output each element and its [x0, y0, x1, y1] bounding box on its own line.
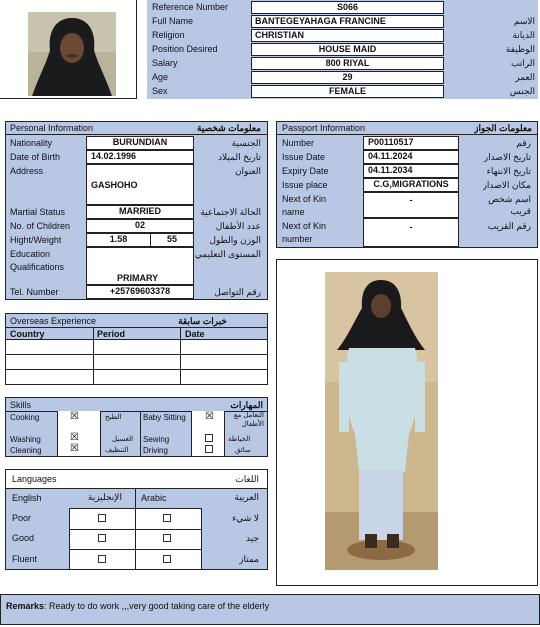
education-label: Education: [10, 249, 51, 259]
kin-name-value: -: [363, 192, 459, 218]
kin-name-label-2: name: [282, 207, 305, 217]
personal-info-title: Personal Information: [10, 123, 94, 133]
tel-value: +25769603378: [86, 285, 194, 299]
skill-cleaning-ar: التنظيف: [105, 447, 129, 454]
col-country: Country: [10, 329, 45, 339]
kin-number-label-2: number: [282, 234, 313, 244]
skill-babysitting-label: Baby Sitting: [143, 413, 186, 422]
skill-babysitting-checkbox[interactable]: ☒: [205, 411, 214, 422]
height-weight-label: Hight/Weight: [10, 235, 62, 245]
religion-value: CHRISTIAN: [251, 29, 444, 42]
age-value: 29: [251, 71, 444, 84]
position-label: Position Desired: [152, 44, 218, 54]
passport-number-label: Number: [282, 138, 315, 148]
kin-name-label: Next of Kin: [282, 194, 327, 204]
remarks-text: : Ready to do work ,,,very good taking care of the elderly: [44, 601, 270, 611]
english-fluent-checkbox[interactable]: [98, 555, 106, 563]
position-ar: الوظيفة: [505, 44, 535, 54]
header-row-position: [147, 43, 538, 57]
personal-info-title-ar: معلومات شخصية: [196, 123, 261, 133]
kin-number-value: -: [363, 218, 459, 247]
salary-ar: الراتب: [510, 58, 535, 68]
marital-label: Martial Status: [10, 207, 66, 217]
education-ar: المستوى التعليمي: [194, 249, 261, 259]
position-value: HOUSE MAID: [251, 43, 444, 56]
issue-date-ar: تاريخ الاصدار: [483, 152, 531, 162]
full-photo-frame: [276, 259, 538, 586]
skills-title-ar: المهارات: [230, 400, 263, 410]
profile-photo-frame: [0, 0, 137, 99]
passport-number-value: P00110517: [363, 136, 459, 150]
arabic-fluent-checkbox[interactable]: [163, 555, 171, 563]
remarks-label: Remarks: [6, 601, 45, 611]
sex-label: Sex: [152, 86, 168, 96]
languages-section: [5, 469, 268, 570]
kin-name-ar-2: قريب: [510, 206, 531, 216]
salary-label: Salary: [152, 58, 178, 68]
lang-row-poor-ar: لا شيء: [232, 513, 259, 523]
skill-cooking-ar: الطبخ: [105, 414, 122, 421]
height-value: 1.58: [86, 233, 151, 247]
skills-section: [5, 397, 268, 457]
languages-title-ar: اللغات: [235, 474, 259, 484]
lang-arabic-ar: العربية: [234, 492, 259, 502]
sex-ar: الجنس: [509, 86, 535, 96]
skill-cooking-checkbox[interactable]: ☒: [70, 411, 79, 422]
full-name-label: Full Name: [152, 16, 194, 26]
address-label: Address: [10, 166, 44, 176]
skill-driving-ar: سائق: [235, 447, 251, 454]
tel-ar: رقم التواصل: [214, 287, 261, 297]
nationality-label: Nationality: [10, 138, 53, 148]
reference-label: Reference Number: [152, 2, 229, 12]
expiry-date-label: Expiry Date: [282, 166, 329, 176]
arabic-poor-checkbox[interactable]: [163, 514, 171, 522]
lang-arabic-label: Arabic: [141, 493, 167, 503]
marital-value: MARRIED: [86, 205, 194, 219]
address-ar: العنوان: [234, 166, 261, 176]
expiry-date-ar: تاريخ الانتهاء: [486, 166, 531, 176]
lang-row-good-ar: جيد: [245, 533, 259, 543]
tel-label: Tel. Number: [10, 287, 59, 297]
header-row-reference: [147, 1, 538, 14]
reference-value: S066: [251, 1, 444, 14]
overseas-title-ar: خبرات سابقة: [178, 316, 227, 326]
religion-label: Religion: [152, 30, 185, 40]
skill-driving-label: Driving: [143, 446, 168, 455]
expiry-date-value: 04.11.2034: [363, 164, 459, 178]
overseas-title: Overseas Experience: [10, 316, 97, 326]
arabic-good-checkbox[interactable]: [163, 534, 171, 542]
col-period: Period: [97, 329, 126, 339]
education-text: PRIMARY: [117, 273, 159, 283]
issue-date-value: 04.11.2024: [363, 150, 459, 164]
skill-cooking-label: Cooking: [10, 413, 40, 422]
salary-value: 800 RIYAL: [251, 57, 444, 70]
children-label: No. of Children: [10, 221, 71, 231]
english-poor-checkbox[interactable]: [98, 514, 106, 522]
profile-photo: [28, 12, 116, 96]
remarks-text-wrap: [6, 601, 269, 612]
passport-info-title: Passport Information: [282, 123, 366, 133]
lang-row-poor-label: Poor: [12, 513, 32, 523]
header-row-name: [147, 15, 538, 29]
issue-place-value: C.G,MIGRATIONS: [363, 178, 459, 192]
header-row-salary: [147, 57, 538, 71]
overseas-experience-section: [5, 313, 268, 385]
marital-ar: الحالة الاجتماعية: [200, 207, 261, 217]
issue-date-label: Issue Date: [282, 152, 326, 162]
passport-number-ar: رقم: [516, 138, 531, 148]
full-name-ar: الاسم: [513, 16, 535, 26]
skill-cleaning-checkbox[interactable]: ☒: [70, 443, 79, 454]
lang-row-fluent-ar: ممتاز: [239, 554, 259, 564]
skill-washing-ar: الغسيل: [112, 436, 134, 443]
skill-washing-label: Washing: [10, 435, 41, 444]
address-text: GASHOHO: [91, 180, 138, 190]
qualifications-label: Qualifications: [10, 262, 65, 272]
lang-english-ar: الإنجليزية: [88, 492, 122, 502]
english-good-checkbox[interactable]: [98, 534, 106, 542]
height-weight-ar: الوزن والطول: [209, 235, 261, 245]
skill-sewing-checkbox[interactable]: [205, 434, 213, 442]
children-ar: عدد الأطفال: [215, 221, 261, 231]
age-ar: العمر: [515, 72, 535, 82]
dob-ar: تاريخ الميلاد: [218, 152, 261, 162]
passport-info-title-ar: معلومات الجواز: [474, 123, 532, 133]
lang-row-good-label: Good: [12, 533, 35, 543]
skill-sewing-label: Sewing: [143, 435, 170, 444]
skills-title: Skills: [10, 400, 32, 410]
weight-value: 55: [150, 233, 194, 247]
personal-info-section: [5, 121, 268, 300]
age-label: Age: [152, 72, 169, 82]
header-row-age: [147, 71, 538, 85]
table-row: [6, 369, 267, 370]
dob-value: 14.02.1996: [86, 150, 194, 164]
sex-value: FEMALE: [251, 85, 444, 98]
remarks-section: [0, 594, 540, 625]
lang-english-label: English: [12, 493, 42, 503]
nationality-value: BURUNDIAN: [86, 136, 194, 150]
skill-driving-checkbox[interactable]: [205, 445, 213, 453]
kin-number-ar: رقم القريب: [487, 221, 531, 231]
col-date: Date: [185, 329, 205, 339]
skill-cleaning-label: Cleaning: [10, 446, 42, 455]
children-value: 02: [86, 219, 194, 233]
dob-label: Date of Birth: [10, 152, 61, 162]
kin-name-ar: اسم شخص: [488, 194, 531, 204]
issue-place-label: Issue place: [282, 180, 328, 190]
kin-number-label: Next of Kin: [282, 221, 327, 231]
header-row-sex: [147, 85, 538, 99]
skill-washing-checkbox[interactable]: ☒: [70, 432, 79, 443]
full-name-value: BANTEGEYAHAGA FRANCINE: [251, 15, 444, 28]
full-body-photo: [325, 272, 438, 570]
table-row: [6, 354, 267, 355]
languages-title: Languages: [12, 474, 57, 484]
skill-babysitting-ar: التعامل مع الأطفال: [233, 412, 264, 428]
religion-ar: الديانة: [512, 30, 535, 40]
skill-sewing-ar: الخياطة: [228, 436, 251, 443]
issue-place-ar: مكان الاصدار: [482, 180, 531, 190]
lang-row-fluent-label: Fluent: [12, 554, 38, 564]
header-table: [147, 0, 538, 99]
nationality-ar: الجنسية: [231, 138, 261, 148]
header-row-religion: [147, 29, 538, 43]
passport-info-section: [276, 121, 538, 248]
